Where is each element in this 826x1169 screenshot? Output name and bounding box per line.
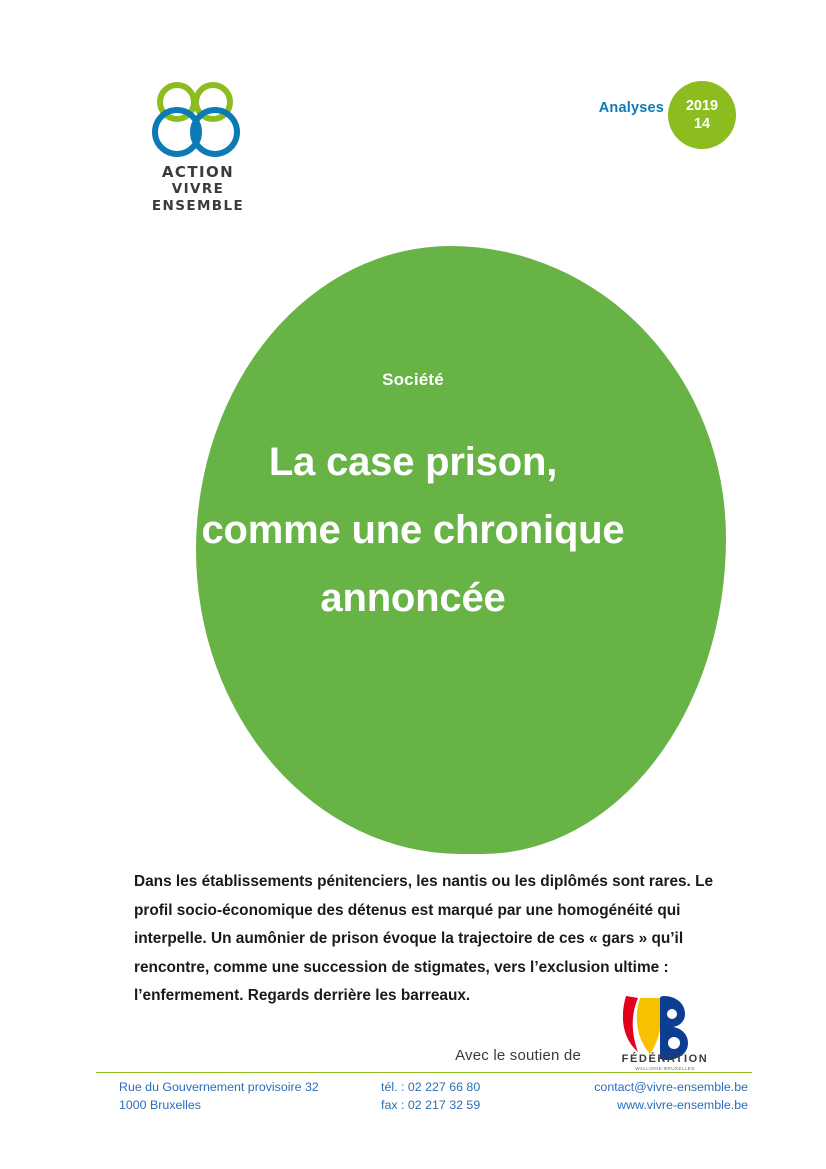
logo-text-action: ACTION [161, 163, 235, 181]
analyses-label: Analyses [598, 100, 664, 116]
footer-address-line-1: Rue du Gouvernement provisoire 32 [119, 1080, 319, 1094]
title-line-2: comme une chronique [201, 508, 625, 552]
footer-phone: tél. : 02 227 66 80 [381, 1080, 481, 1094]
title-line-1: La case prison, [268, 440, 558, 484]
category-kicker: Société [382, 370, 444, 389]
page-footer [96, 1078, 752, 1128]
page-header [0, 0, 826, 230]
issue-number: 14 [693, 116, 711, 132]
support-label: Avec le soutien de [455, 1047, 581, 1064]
page-title [202, 428, 625, 632]
infinity-loop-icon [143, 80, 253, 158]
footer-divider [96, 1072, 752, 1073]
title-line-3: annoncée [320, 576, 506, 620]
organization-logo [128, 80, 268, 215]
lead-paragraph: Dans les établissements pénitenciers, les nantis ou les diplômés sont rares. Le profil socio-économique des détenus est marqué par une homogénéité qui interpelle. Un aumônier de prison évoque la trajectoire de ces « gars » qu’il rencontre, comme une succession de stigmates, vers l’exclusion ultime : l’enfermement. Regards derrière les barreaux. [134, 873, 714, 1004]
cover-graphic [0, 240, 826, 860]
cover-text-block [0, 240, 826, 860]
footer-address-line-2: 1000 Bruxelles [119, 1098, 201, 1112]
footer-address [119, 1078, 319, 1114]
footer-website-link[interactable]: www.vivre-ensemble.be [617, 1098, 748, 1112]
footer-email-link[interactable]: contact@vivre-ensemble.be [594, 1080, 748, 1094]
federation-logo-subcaption: WALLONIE-BRUXELLES [635, 1066, 695, 1071]
federation-logo-caption: FÉDÉRATION [621, 1053, 709, 1065]
issue-badge [668, 81, 736, 149]
footer-contact-numbers [381, 1078, 480, 1114]
logo-text-vivre-ensemble: VIVRE ENSEMBLE [151, 181, 245, 214]
footer-online-contact [594, 1078, 748, 1114]
issue-year: 2019 [685, 98, 719, 114]
footer-fax: fax : 02 217 32 59 [381, 1098, 481, 1112]
